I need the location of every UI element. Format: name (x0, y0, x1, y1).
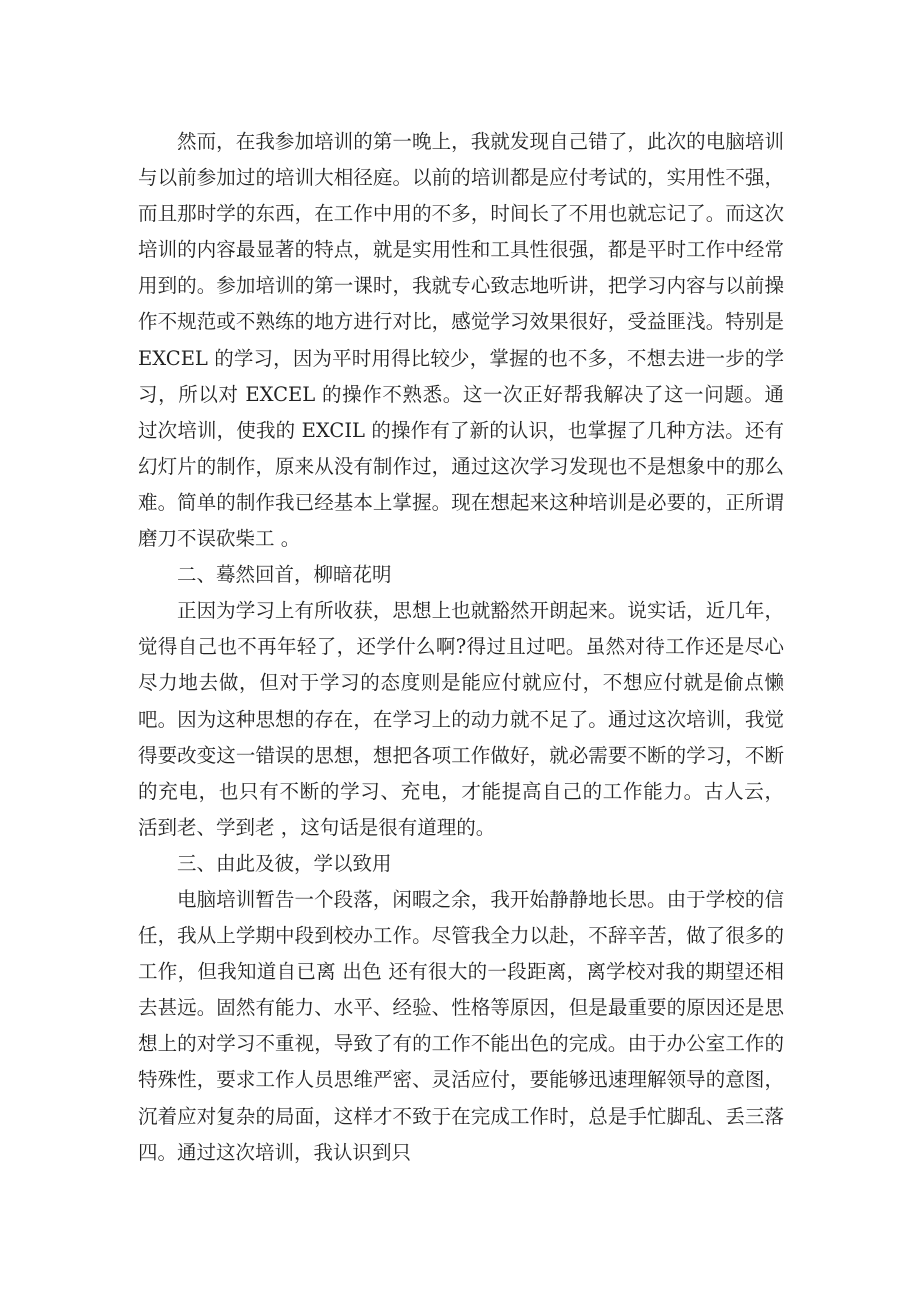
paragraph-section-2: 正因为学习上有所收获，思想上也就豁然开朗起来。说实话，近几年，觉得自己也不再年轻了，还学什么啊?得过且过吧。虽然对待工作还是尽心尽力地去做，但对于学习的态度则是能应付就应付，不想应付就是偷点懒吧。因为这种思想的存在，在学习上的动力就不足了。通过这次培训，我觉得要改变这一错误的思想，想把各项工作做好，就必需要不断的学习，不断的充电，也只有不断的学习、充电，才能提高自己的工作能力。古人云， 活到老、学到老 ，这句话是很有道理的。 (138, 599, 784, 839)
document-body (138, 124, 784, 1171)
paragraph-intro: 然而，在我参加培训的第一晚上，我就发现自己错了，此次的电脑培训与以前参加过的培训大相径庭。以前的培训都是应付考试的，实用性不强，而且那时学的东西，在工作中用的不多，时间长了不用也就忘记了。而这次培训的内容最显著的特点，就是实用性和工具性很强，都是平时工作中经常用到的。参加培训的第一课时，我就专心致志地听讲，把学习内容与以前操作不规范或不熟练的地方进行对比，感觉学习效果很好，受益匪浅。特别是 EXCEL 的学习，因为平时用得比较少，掌握的也不多，不想去进一步的学习，所以对 EXCEL 的操作不熟悉。这一次正好帮我解决了这一问题。通过次培训，使我的 EXCIL 的操作有了新的认识，也掌握了几种方法。还有幻灯片的制作，原来从没有制作过，通过这次学习发现也不是想象中的那么难。简单的制作我已经基本上掌握。现在想起来这种培训是必要的，正所谓 磨刀不误砍柴工 。 (138, 130, 784, 551)
section-heading-3: 三、由此及彼，学以致用 (177, 851, 392, 875)
section-heading-2: 二、蓦然回首，柳暗花明 (177, 563, 392, 587)
paragraph-section-3: 电脑培训暂告一个段落，闲暇之余，我开始静静地长思。由于学校的信任，我从上学期中段到校办工作。尽管我全力以赴，不辞辛苦，做了很多的工作，但我知道自已离 出色 还有很大的一段距离，离学校对我的期望还相去甚远。固然有能力、水平、经验、性格等原因，但是最重要的原因还是思想上的对学习不重视，导致了有的工作不能出色的完成。由于办公室工作的特殊性，要求工作人员思维严密、灵活应付，要能够迅速理解领导的意图，沉着应对复杂的局面，这样才不致于在完成工作时，总是手忙脚乱、丢三落四。通过这次培训，我认识到只 (138, 887, 784, 1164)
